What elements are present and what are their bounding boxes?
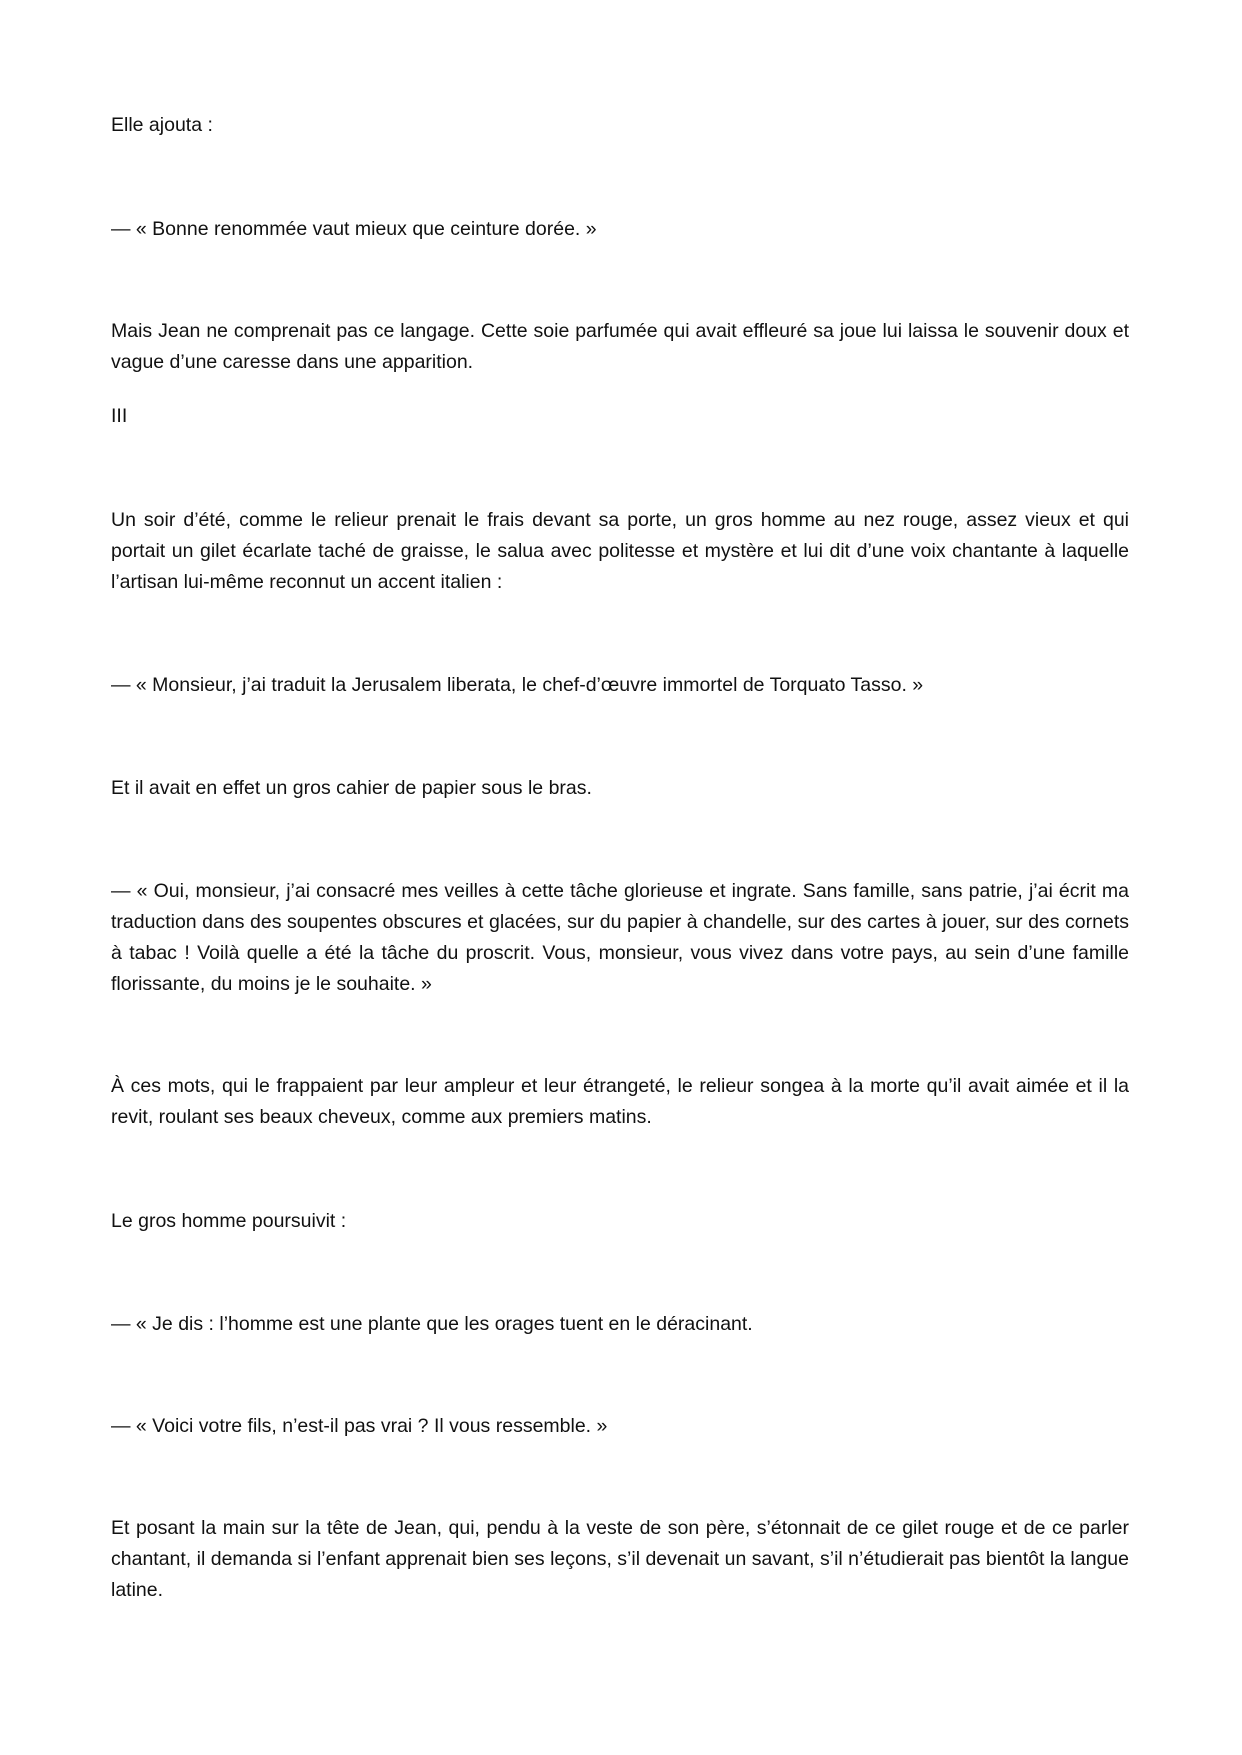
paragraph-2: — « Bonne renommée vaut mieux que ceinture dorée. » — [111, 218, 597, 240]
paragraph-12: Et posant la main sur la tête de Jean, qui, pendu à la veste de son père, s’étonnait de ce gilet rouge et de ce parler chantant, il demanda si l’enfant apprenait bien ses leçons, s’il devenait un savant, s’il n’étudierait pas bientôt la langue latine. — [111, 1517, 1129, 1601]
paragraph-4: Un soir d’été, comme le relieur prenait le frais devant sa porte, un gros homme au nez rouge, assez vieux et qui portait un gilet écarlate taché de graisse, le salua avec politesse et mystère et lui dit d’une voix chantante à laquelle l’artisan lui-même reconnut un accent italien : — [111, 509, 1129, 593]
paragraph-11: — « Voici votre fils, n’est-il pas vrai ? Il vous ressemble. » — [111, 1415, 608, 1437]
paragraph-5: — « Monsieur, j’ai traduit la Jerusalem liberata, le chef-d’œuvre immortel de Torquato Tasso. » — [111, 674, 924, 696]
paragraph-1: Elle ajouta : — [111, 114, 213, 136]
paragraph-7: — « Oui, monsieur, j’ai consacré mes veilles à cette tâche glorieuse et ingrate. Sans famille, sans patrie, j’ai écrit ma traduction dans des soupentes obscures et glacées, sur du papier à chandelle, sur des cartes à jouer, sur des cornets à tabac ! Voilà quelle a été la tâche du proscrit. Vous, monsieur, vous vivez dans votre pays, au sein d’une famille florissante, du moins je le souhaite. » — [111, 880, 1129, 995]
paragraph-6: Et il avait en effet un gros cahier de papier sous le bras. — [111, 777, 592, 799]
paragraph-8: À ces mots, qui le frappaient par leur ampleur et leur étrangeté, le relieur songea à la morte qu’il avait aimée et il la revit, roulant ses beaux cheveux, comme aux premiers matins. — [111, 1075, 1129, 1128]
paragraph-3: Mais Jean ne comprenait pas ce langage. Cette soie parfumée qui avait effleuré sa joue lui laissa le souvenir doux et vague d’une caresse dans une apparition. — [111, 320, 1129, 373]
paragraph-10: — « Je dis : l’homme est une plante que les orages tuent en le déracinant. — [111, 1313, 753, 1335]
paragraph-9: Le gros homme poursuivit : — [111, 1210, 347, 1232]
section-heading-iii: III — [111, 405, 128, 427]
